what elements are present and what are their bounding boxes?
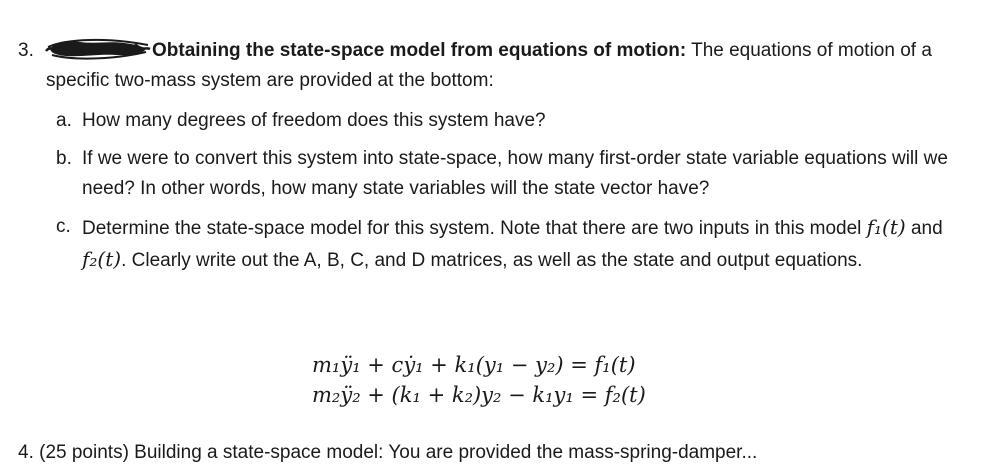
equations-of-motion — [312, 350, 646, 410]
part-letter: c. — [56, 216, 71, 237]
next-problem-cutoff — [18, 436, 978, 463]
part-text: How many degrees of freedom does this system have? — [82, 110, 546, 131]
problem-title: Obtaining the state-space model from equations of motion: — [152, 40, 687, 61]
problem-intro-text: The equations of motion of a specific two-mass system are provided at the bottom: — [46, 40, 932, 91]
problem-intro — [46, 36, 978, 96]
next-problem-text: 4. (25 points) Building a state-space model: You are provided the mass-spring-damper... — [18, 442, 758, 463]
part-letter: a. — [56, 110, 72, 131]
equation-1: m₁ÿ₁ + cẏ₁ + k₁(y₁ − y₂) = f₁(t) — [312, 353, 636, 377]
equation-2: m₂ÿ₂ + (k₁ + k₂)y₂ − k₁y₁ = f₂(t) — [312, 383, 646, 407]
part-b — [56, 144, 978, 204]
part-c — [56, 212, 978, 276]
part-text: If we were to convert this system into state-space, how many first-order state variable equations will we need? In other words, how many state variables will the state vector have? — [82, 148, 948, 199]
redaction-scribble — [46, 39, 150, 59]
input-f2: f₂(t) — [82, 247, 122, 271]
part-text-after: . Clearly write out the A, B, C, and D matrices, as well as the state and output equations. — [121, 250, 863, 271]
problem-header — [18, 36, 978, 96]
part-text-and: and — [905, 218, 943, 239]
problem-3 — [18, 36, 978, 284]
part-a — [56, 106, 978, 136]
part-letter: b. — [56, 148, 72, 169]
question-parts — [56, 106, 978, 276]
part-text-before: Determine the state-space model for this system. Note that there are two inputs in this model — [82, 218, 867, 239]
problem-number: 3. — [18, 40, 34, 61]
input-f1: f₁(t) — [866, 215, 906, 239]
scribble-icon — [46, 37, 150, 61]
